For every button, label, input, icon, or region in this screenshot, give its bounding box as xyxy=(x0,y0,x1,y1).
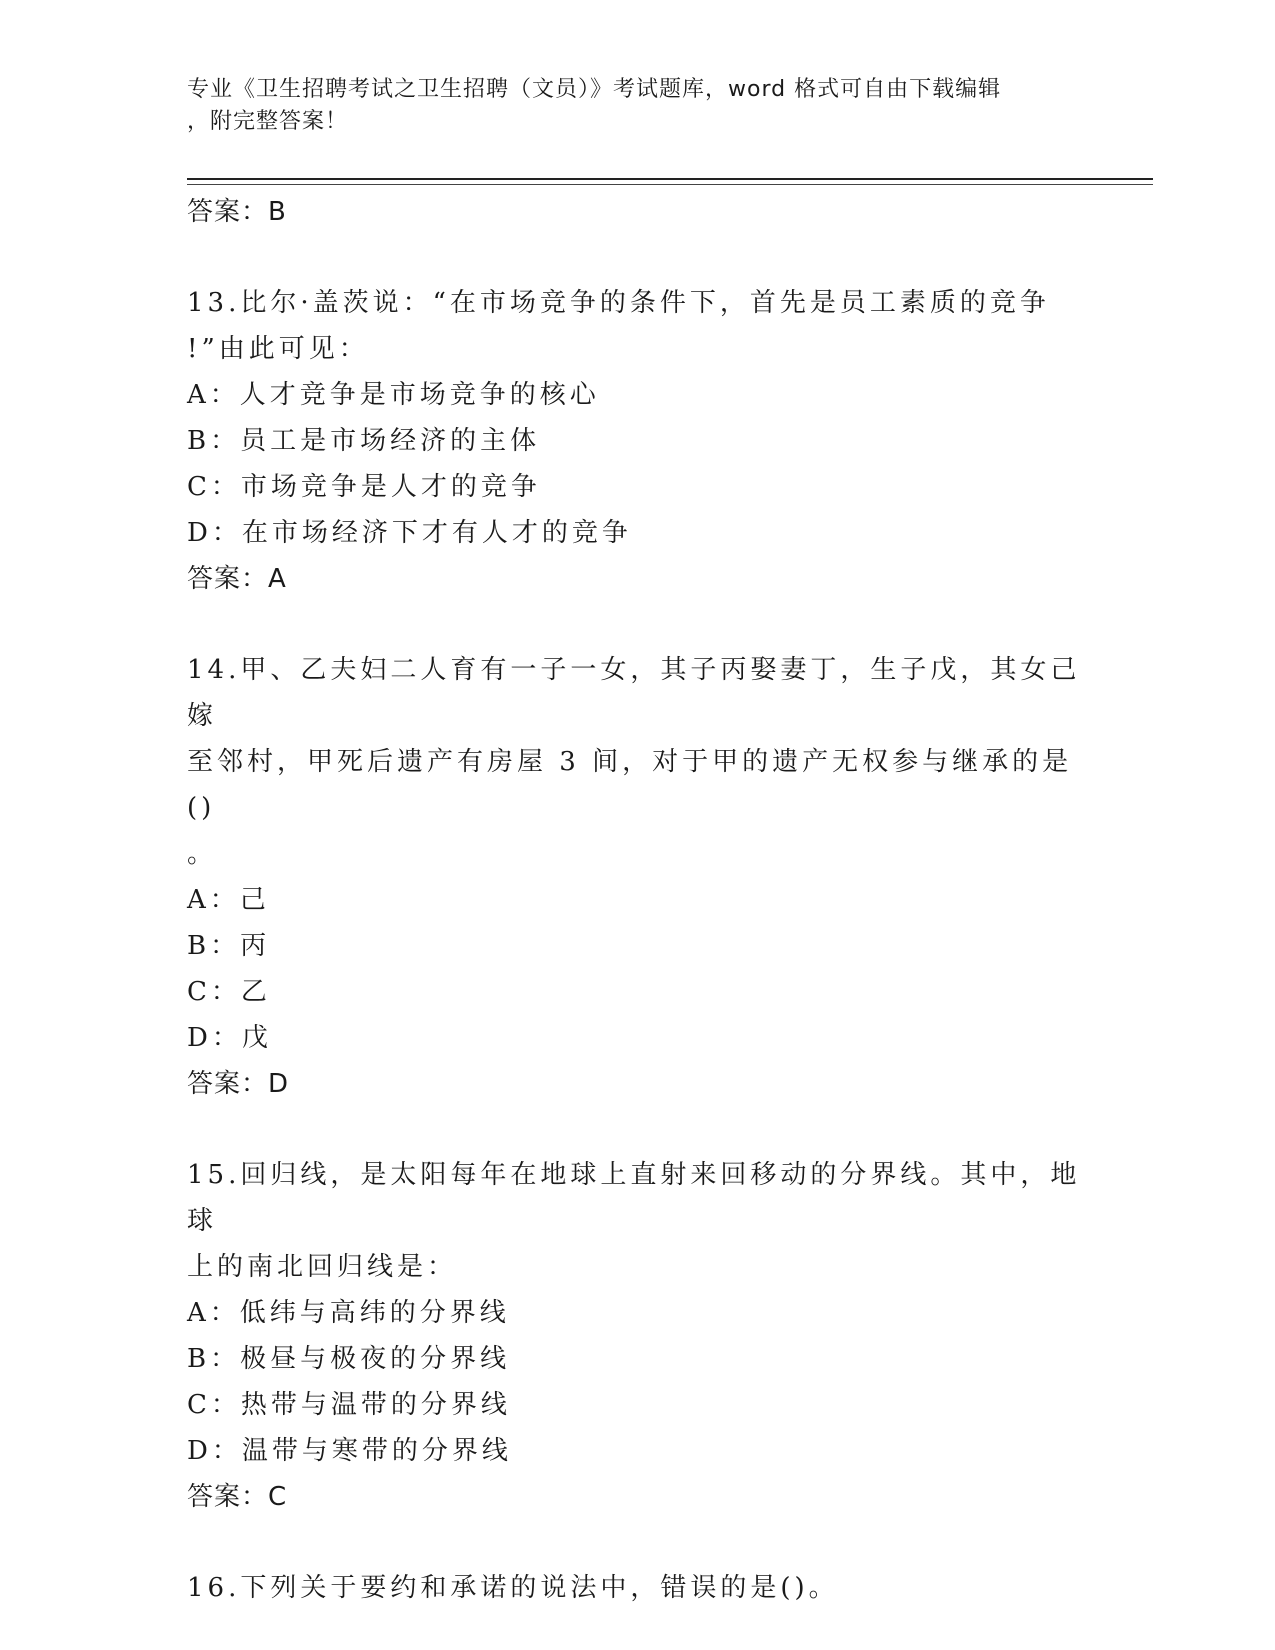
answer-previous: 答案：B xyxy=(187,197,287,227)
question-13-option-a: A：人才竞争是市场竞争的核心 xyxy=(187,380,600,410)
question-15 xyxy=(187,1152,1087,1520)
question-16-line-1: 16.下列关于要约和承诺的说法中，错误的是()。 xyxy=(187,1573,839,1603)
question-list xyxy=(187,189,1087,1611)
question-15-option-b: B：极昼与极夜的分界线 xyxy=(187,1344,511,1374)
question-14-answer: 答案：D xyxy=(187,1069,290,1099)
header-divider-thick xyxy=(187,178,1153,180)
header-line-2: ，附完整答案！ xyxy=(187,109,349,134)
question-14-line-1: 14.甲、乙夫妇二人育有一子一女，其子丙娶妻丁，生子戊，其女己嫁 xyxy=(187,655,1081,731)
question-14-option-d: D：戊 xyxy=(187,1023,272,1053)
question-13-option-b: B：员工是市场经济的主体 xyxy=(187,426,541,456)
question-13-line-2: !”由此可见： xyxy=(187,334,369,364)
question-15-option-a: A：低纬与高纬的分界线 xyxy=(187,1298,510,1328)
header-line-1: 专业《卫生招聘考试之卫生招聘（文员）》考试题库，word 格式可自由下载编辑 xyxy=(187,77,1002,102)
question-15-line-1: 15.回归线，是太阳每年在地球上直射来回移动的分界线。其中，地球 xyxy=(187,1160,1081,1236)
question-13-option-c: C：市场竞争是人才的竞争 xyxy=(187,472,541,502)
question-13 xyxy=(187,280,1087,602)
question-14-line-3: 。 xyxy=(187,839,218,869)
header-divider-thin xyxy=(187,184,1153,185)
question-15-line-2: 上的南北回归线是： xyxy=(187,1252,458,1282)
question-15-answer: 答案：C xyxy=(187,1482,288,1512)
document-header xyxy=(187,74,1087,138)
question-14-line-2: 至邻村，甲死后遗产有房屋 3 间，对于甲的遗产无权参与继承的是() xyxy=(187,747,1073,823)
question-14-option-a: A：己 xyxy=(187,885,270,915)
question-13-answer: 答案：A xyxy=(187,564,287,594)
question-14-option-b: B：丙 xyxy=(187,931,271,961)
question-13-option-d: D：在市场经济下才有人才的竞争 xyxy=(187,518,632,548)
question-16 xyxy=(187,1565,1087,1611)
question-15-option-d: D：温带与寒带的分界线 xyxy=(187,1436,512,1466)
question-14-option-c: C：乙 xyxy=(187,977,271,1007)
question-14 xyxy=(187,647,1087,1107)
question-15-option-c: C：热带与温带的分界线 xyxy=(187,1390,511,1420)
question-13-line-1: 13.比尔·盖茨说：“在市场竞争的条件下，首先是员工素质的竞争 xyxy=(187,288,1050,318)
